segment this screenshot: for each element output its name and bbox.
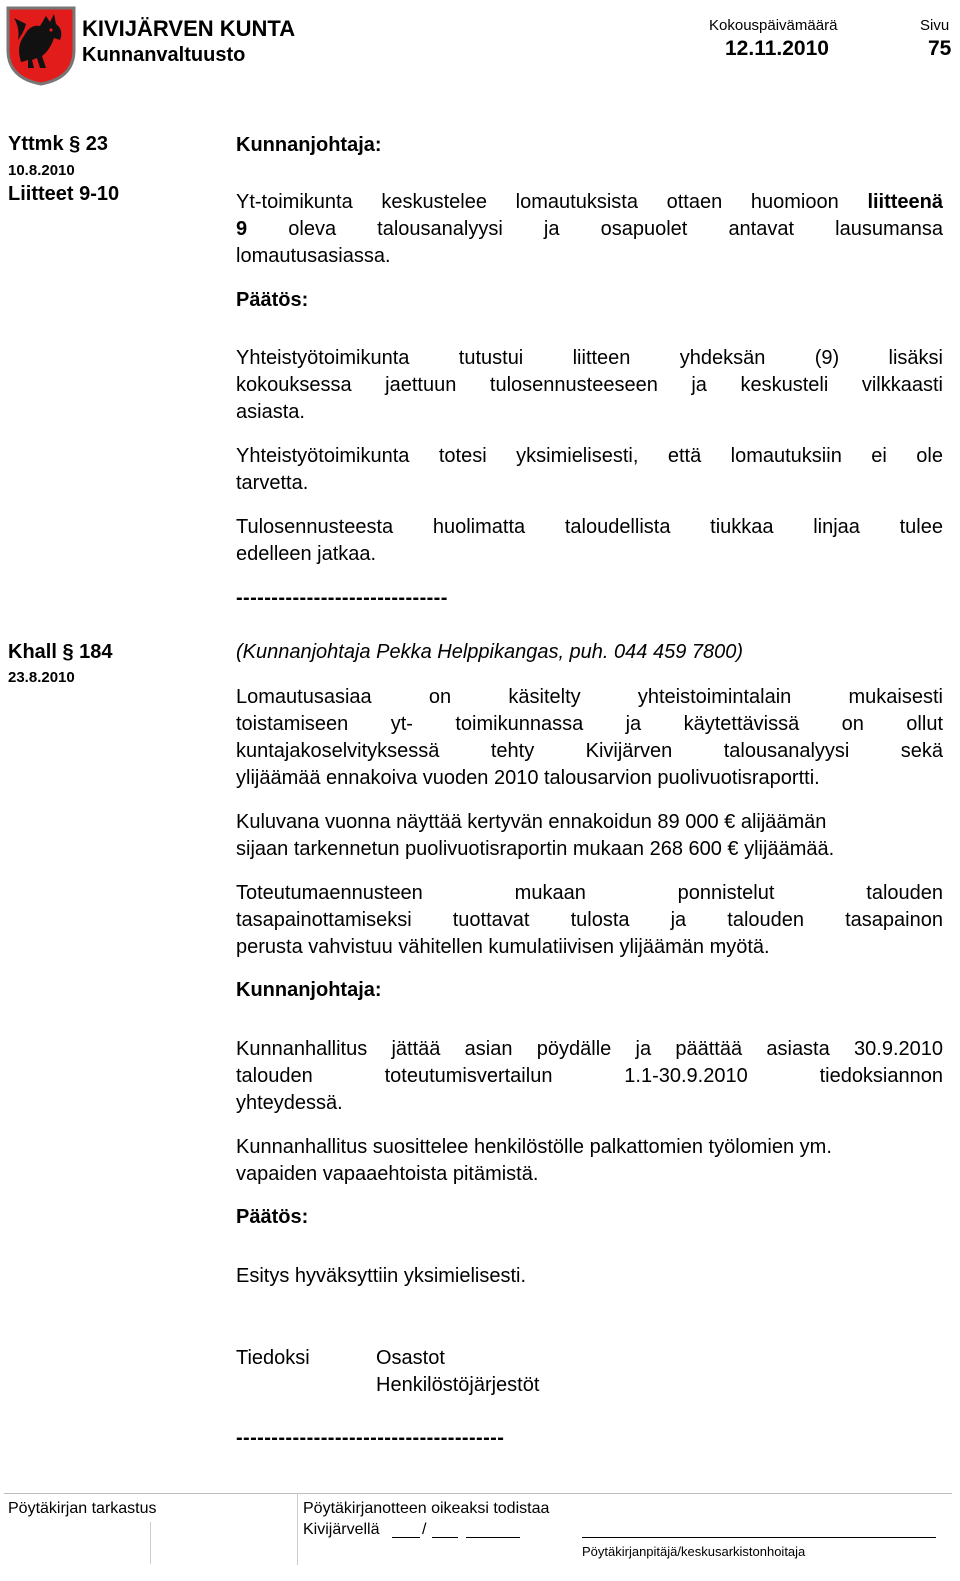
section2-paragraph5: Kunnanhallitus suosittelee henkilöstölle palkattomien työlomien ym. vapaiden vapaaehtoista pitämistä. — [236, 1136, 832, 1185]
notice-label: Tiedoksi — [236, 1347, 310, 1369]
page-label: Sivu — [920, 17, 950, 34]
section2-paragraph2: Kuluvana vuonna näyttää kertyvän ennakoidun 89 000 € alijäämän sijaan tarkennetun puolivuotisraportin mukaan 268 600 € ylijäämää. — [236, 811, 835, 860]
section2-date: 23.8.2010 — [8, 669, 75, 686]
section2-heading-manager: Kunnanjohtaja: — [236, 979, 382, 1001]
section1-reference: Yttmk § 23 — [8, 133, 109, 155]
section1-attachments: Liitteet 9-10 — [8, 183, 120, 205]
section1-separator: ------------------------------ — [236, 587, 448, 609]
footer-date-slash: / — [422, 1521, 427, 1538]
footer-divider — [4, 1493, 952, 1494]
footer-day-blank — [392, 1537, 420, 1538]
page-number: 75 — [928, 37, 952, 60]
rooster-coat-of-arms-icon — [4, 4, 78, 86]
municipality-name: KIVIJÄRVEN KUNTA — [82, 16, 296, 41]
footer-place: Kivijärvellä — [303, 1521, 380, 1538]
section1-paragraph1: Yt-toimikunta keskustelee lomautuksista ottaen huomioon liitteenä 9 oleva talousanalyysi ja osapuolet antavat lausumansa lomautusasiassa. — [236, 191, 944, 267]
governing-body: Kunnanvaltuusto — [82, 44, 246, 66]
footer-certify-label: Pöytäkirjanotteen oikeaksi todistaa — [303, 1500, 550, 1517]
footer-column-divider — [297, 1493, 298, 1565]
footer-month-blank — [432, 1537, 458, 1538]
section2-reference: Khall § 184 — [8, 641, 113, 663]
section2-paragraph4: Kunnanhallitus jättää asian pöydälle ja päättää asiasta 30.9.2010 talouden toteutumisvertailun 1.1-30.9.2010 tiedoksiannon yhteydessä. — [236, 1038, 943, 1114]
notice-recipient: Osastot — [376, 1347, 445, 1369]
section2-decision-text: Esitys hyväksyttiin yksimielisesti. — [236, 1265, 527, 1287]
footer-review-label: Pöytäkirjan tarkastus — [8, 1500, 157, 1517]
footer-year-blank — [466, 1537, 520, 1538]
footer-signature-line — [582, 1537, 936, 1538]
section1-heading-decision: Päätös: — [236, 289, 309, 311]
section2-paragraph1: Lomautusasiaa on käsitelty yhteistoimintalain mukaisesti toistamiseen yt- toimikunnassa ja käytettävissä on ollut kuntajakoselvityksessä tehty Kivijärven talousanalyysi sekä ylijäämää ennakoiva vuoden 2010 talousarvion puolivuotisraportti. — [236, 686, 943, 789]
section2-separator: -------------------------------------- — [236, 1427, 505, 1449]
meeting-date: 12.11.2010 — [725, 37, 829, 60]
section2-heading-decision: Päätös: — [236, 1206, 309, 1228]
section1-date: 10.8.2010 — [8, 162, 75, 179]
section2-paragraph3: Toteutumaennusteen mukaan ponnistelut talouden tasapainottamiseksi tuottavat tulosta ja talouden tasapainon perusta vahvistuu vähitellen kumulatiivisen ylijäämän myötä. — [236, 882, 943, 958]
section1-paragraph2: Yhteistyötoimikunta tutustui liitteen yhdeksän (9) lisäksi kokouksessa jaettuun tulosennusteeseen ja keskusteli vilkkaasti asiasta. — [236, 347, 943, 423]
meeting-date-label: Kokouspäivämäärä — [709, 17, 838, 34]
footer-signer-title: Pöytäkirjanpitäjä/keskusarkistonhoitaja — [582, 1544, 806, 1559]
section1-heading-manager: Kunnanjohtaja: — [236, 134, 382, 156]
section1-paragraph3: Yhteistyötoimikunta totesi yksimielisesti, että lomautuksiin ei ole tarvetta. — [236, 445, 943, 494]
notice-recipient: Henkilöstöjärjestöt — [376, 1374, 540, 1396]
section1-paragraph4: Tulosennusteesta huolimatta taloudellista tiukkaa linjaa tulee edelleen jatkaa. — [236, 516, 943, 565]
section2-contact: (Kunnanjohtaja Pekka Helppikangas, puh. 044 459 7800) — [236, 641, 744, 663]
footer-column-divider — [150, 1522, 151, 1564]
